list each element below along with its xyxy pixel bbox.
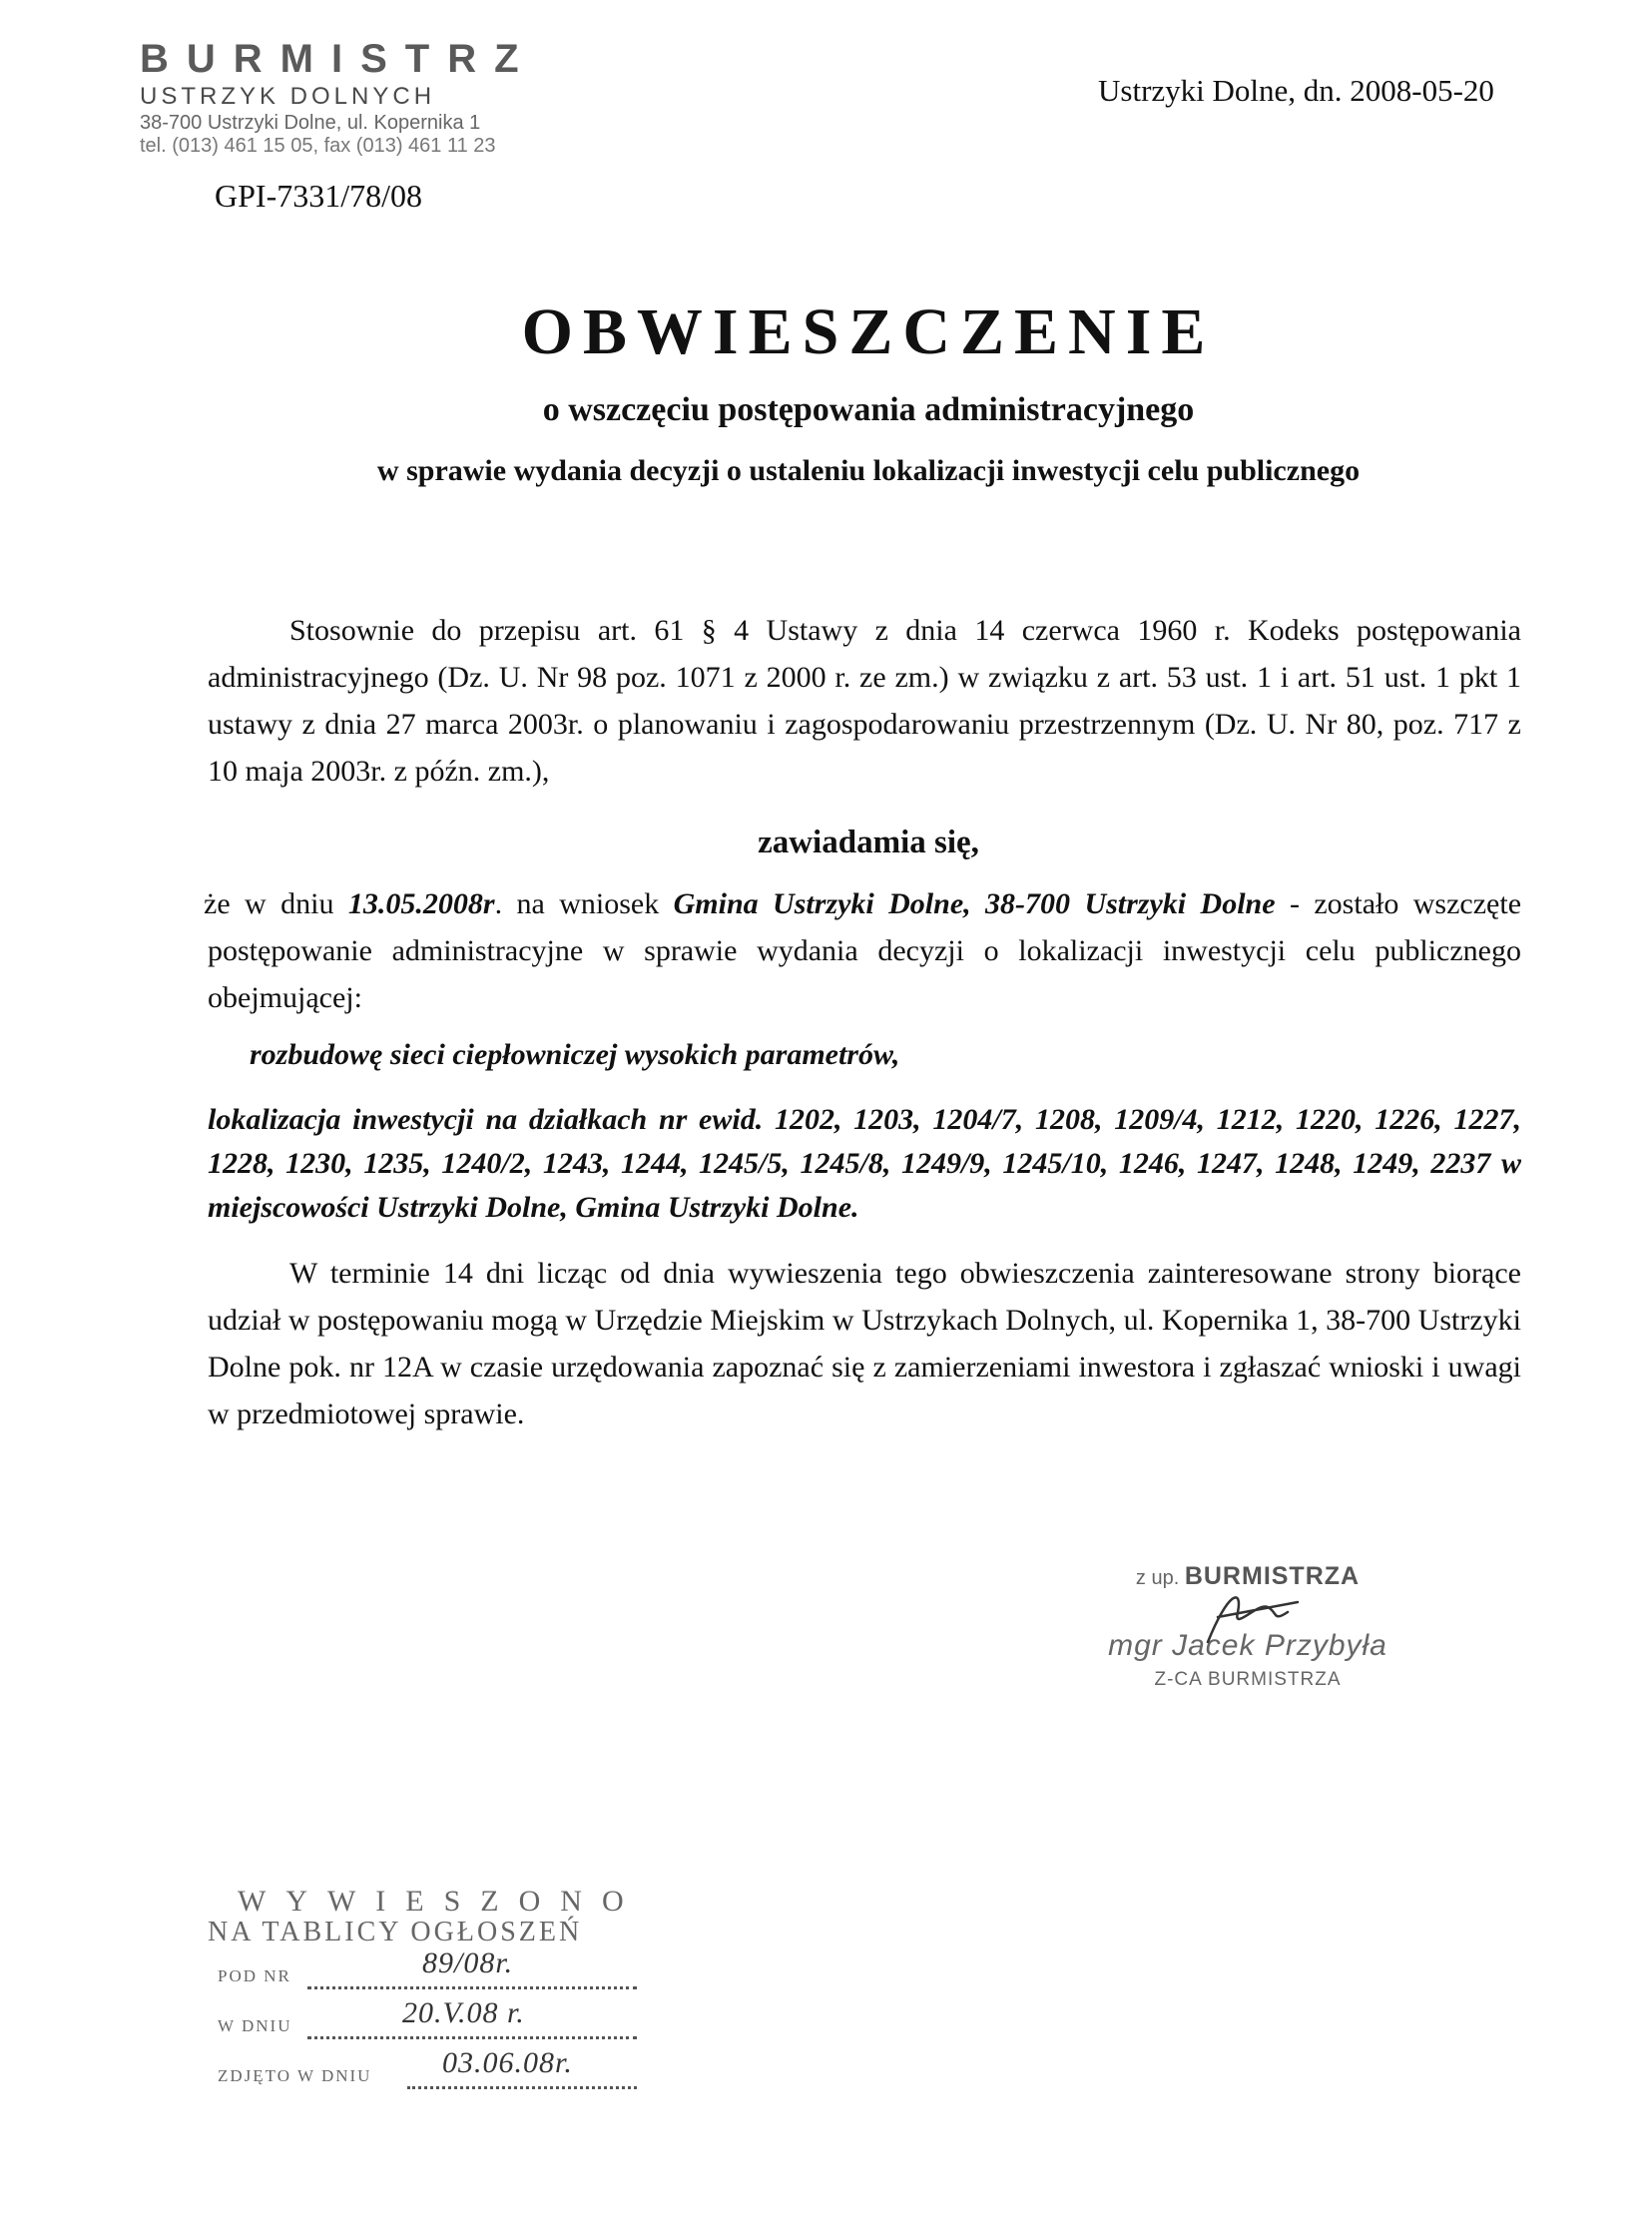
posting-heading: WYWIESZONO [238, 1885, 644, 1918]
reference-number: GPI-7331/78/08 [215, 178, 422, 214]
handwritten-signature [1188, 1582, 1308, 1652]
office-header-stamp [140, 37, 537, 158]
signature-office: BURMISTRZA [1184, 1562, 1361, 1590]
signature-stamp [1068, 1562, 1427, 1691]
signature-zup: z up. [1135, 1567, 1180, 1589]
posting-number-value: 89/08r. [422, 1946, 514, 1979]
removal-date-row [208, 2046, 657, 2098]
posting-date-label: W DNIU [218, 2016, 292, 2035]
applicant-name: Gmina Ustrzyki Dolne, 38-700 Ustrzyki Dolne [673, 887, 1276, 920]
posting-stamp [208, 1885, 657, 2098]
removal-date-label: ZDJĘTO W DNIU [218, 2066, 372, 2085]
stamp-address: 38-700 Ustrzyki Dolne, ul. Kopernika 1 [140, 112, 481, 135]
place-and-date: Ustrzyki Dolne, dn. 2008-05-20 [1098, 73, 1494, 108]
notify-heading: zawiadamia się, [758, 825, 979, 860]
signatory-name: mgr Jacek Przybyła [1108, 1629, 1387, 1662]
proceedings-date: 13.05.2008r [347, 887, 495, 920]
stamp-title: BURMISTRZ [140, 37, 537, 81]
posting-number-row [208, 1946, 657, 1998]
p2-prefix: że w dniu [204, 887, 348, 920]
deadline-paragraph: W terminie 14 dni licząc od dnia wywieszenia tego obwieszczenia zainteresowane strony biorące udział w postępowaniu mogą w Urzędzie Miejskim w Ustrzykach Dolnych, ul. Kopernika 1, 38-700 Ustrzyki Dolne pok. nr 12A w czasie urzędowania zapoznać się z zamierzeniami inwestora i zgłaszać wnioski i uwagi w przedmiotowej sprawie. [208, 1257, 1521, 1430]
stamp-subtitle: USTRZYK DOLNYCH [140, 83, 436, 110]
signatory-role: Z-CA BURMISTRZA [1154, 1669, 1342, 1690]
removal-date-value: 03.06.08r. [442, 2046, 573, 2079]
document-title: OBWIESZCZENIE [521, 295, 1216, 368]
investment-description: rozbudowę sieci ciepłowniczej wysokich parametrów, [250, 1038, 900, 1071]
legal-basis-paragraph: Stosownie do przepisu art. 61 § 4 Ustawy z dnia 14 czerwca 1960 r. Kodeks postępowania administracyjnego (Dz. U. Nr 98 poz. 1071 z 2000 r. ze zm.) w związku z art. 53 ust. 1 i art. 51 ust. 1 pkt 1 ustawy z dnia 27 marca 2003r. o planowaniu i zagospodarowaniu przestrzennym (Dz. U. Nr 80, poz. 717 z 10 maja 2003r. z późn. zm.), [208, 614, 1521, 788]
investment-parcels: lokalizacja inwestycji na działkach nr ewid. 1202, 1203, 1204/7, 1208, 1209/4, 1212, 1220, 1226, 1227, 1228, 1230, 1235, 1240/2, 1243, 1244, 1245/5, 1245/8, 1249/9, 1245/10, 1246, 1247, 1248, 1249, 2237 w miejscowości Ustrzyki Dolne, Gmina Ustrzyki Dolne. [208, 1103, 1521, 1224]
p2-suffix: - zostało wszczęte postępowanie administracyjne w sprawie wydania decyzji o lokalizacji inwestycji celu publicznego obejmującej: [208, 887, 1522, 1014]
p2-mid: . na wniosek [494, 887, 674, 920]
proceedings-paragraph [204, 880, 1522, 1021]
stamp-phone: tel. (013) 461 15 05, fax (013) 461 11 23 [140, 135, 496, 158]
posting-date-row [208, 1996, 657, 2048]
document-subtitle: o wszczęciu postępowania administracyjnego [542, 391, 1195, 428]
document-subject: w sprawie wydania decyzji o ustaleniu lokalizacji inwestycji celu publicznego [376, 454, 1361, 487]
posting-number-label: POD NR [218, 1966, 291, 1985]
posting-subheading: NA TABLICY OGŁOSZEŃ [208, 1917, 583, 1947]
posting-date-value: 20.V.08 r. [402, 1996, 525, 2029]
